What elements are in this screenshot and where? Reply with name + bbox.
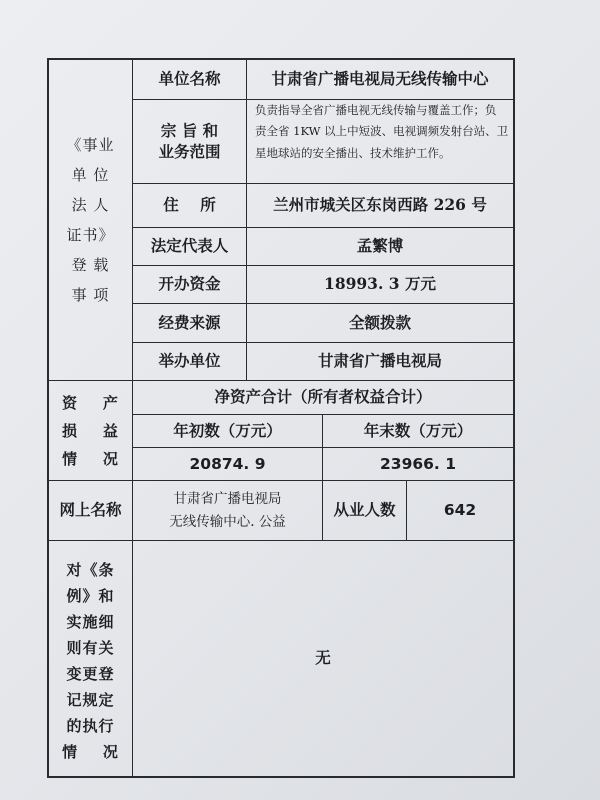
- address-label: 住 所: [133, 184, 247, 228]
- section-label: [49, 60, 133, 381]
- capital-label: 开办资金: [133, 266, 247, 304]
- compliance-label-line: 的执行: [66, 716, 115, 735]
- address-value: 兰州市城关区东岗西路 226 号: [247, 184, 513, 228]
- section-label-line: 单 位: [71, 166, 110, 184]
- online-name-line: 甘肃省广播电视局: [173, 490, 282, 507]
- unit-name-value: 甘肃省广播电视局无线传输中心: [247, 60, 513, 100]
- purpose-value-line: 星地球站的安全播出、技术维护工作。: [255, 145, 451, 160]
- registration-table: [47, 58, 515, 778]
- staff-value: 642: [407, 481, 513, 541]
- compliance-label-line: 变更登: [66, 664, 115, 683]
- purpose-value: [247, 100, 513, 184]
- unit-name-label: 单位名称: [133, 60, 247, 100]
- section-label-line: 《事业: [66, 136, 115, 154]
- section-label-line: 证书》: [66, 226, 115, 244]
- sponsor-value: 甘肃省广播电视局: [247, 343, 513, 381]
- compliance-label-line: 对《条: [66, 560, 115, 579]
- legal-rep-label: 法定代表人: [133, 228, 247, 266]
- online-name-label: 网上名称: [49, 481, 133, 541]
- funding-label: 经费来源: [133, 304, 247, 343]
- compliance-value: 无: [315, 648, 331, 668]
- purpose-value-line: 责全省 1KW 以上中短波、电视调频发射台站、卫: [255, 124, 509, 139]
- section-label-line: 事 项: [71, 286, 110, 304]
- compliance-label-line: 例》和: [66, 586, 115, 605]
- assets-label-line: 损 益: [62, 421, 119, 440]
- assets-label-line: 资 产: [62, 393, 119, 412]
- purpose-label: [133, 100, 247, 184]
- legal-rep-value: 孟繁博: [247, 228, 513, 266]
- purpose-value-line: 负责指导全省广播电视无线传输与覆盖工作；负: [255, 103, 497, 117]
- end-year-value: 23966. 1: [323, 448, 513, 481]
- net-assets-header: 净资产合计（所有者权益合计）: [133, 381, 513, 415]
- compliance-label-line: 实施细: [66, 612, 115, 631]
- compliance-label-line: 则有关: [66, 638, 115, 657]
- compliance-label-line: 情 况: [62, 742, 119, 761]
- start-year-value: 20874. 9: [133, 448, 323, 481]
- purpose-label-line: 宗 旨 和: [160, 120, 219, 140]
- assets-label: [49, 381, 133, 481]
- staff-label: 从业人数: [323, 481, 407, 541]
- compliance-label: [49, 541, 133, 776]
- compliance-label-line: 记规定: [66, 690, 115, 709]
- start-year-header: 年初数（万元）: [133, 415, 323, 448]
- assets-label-line: 情 况: [62, 449, 119, 468]
- end-year-header: 年末数（万元）: [323, 415, 513, 448]
- section-label-line: 法 人: [71, 196, 110, 214]
- capital-value: 18993. 3 万元: [247, 266, 513, 304]
- section-label-line: 登 载: [71, 256, 110, 274]
- purpose-label-line: 业务范围: [158, 141, 221, 161]
- sponsor-label: 举办单位: [133, 343, 247, 381]
- online-name-line: 无线传输中心. 公益: [169, 513, 286, 530]
- funding-value: 全额拨款: [247, 304, 513, 343]
- online-name-value: [133, 481, 323, 541]
